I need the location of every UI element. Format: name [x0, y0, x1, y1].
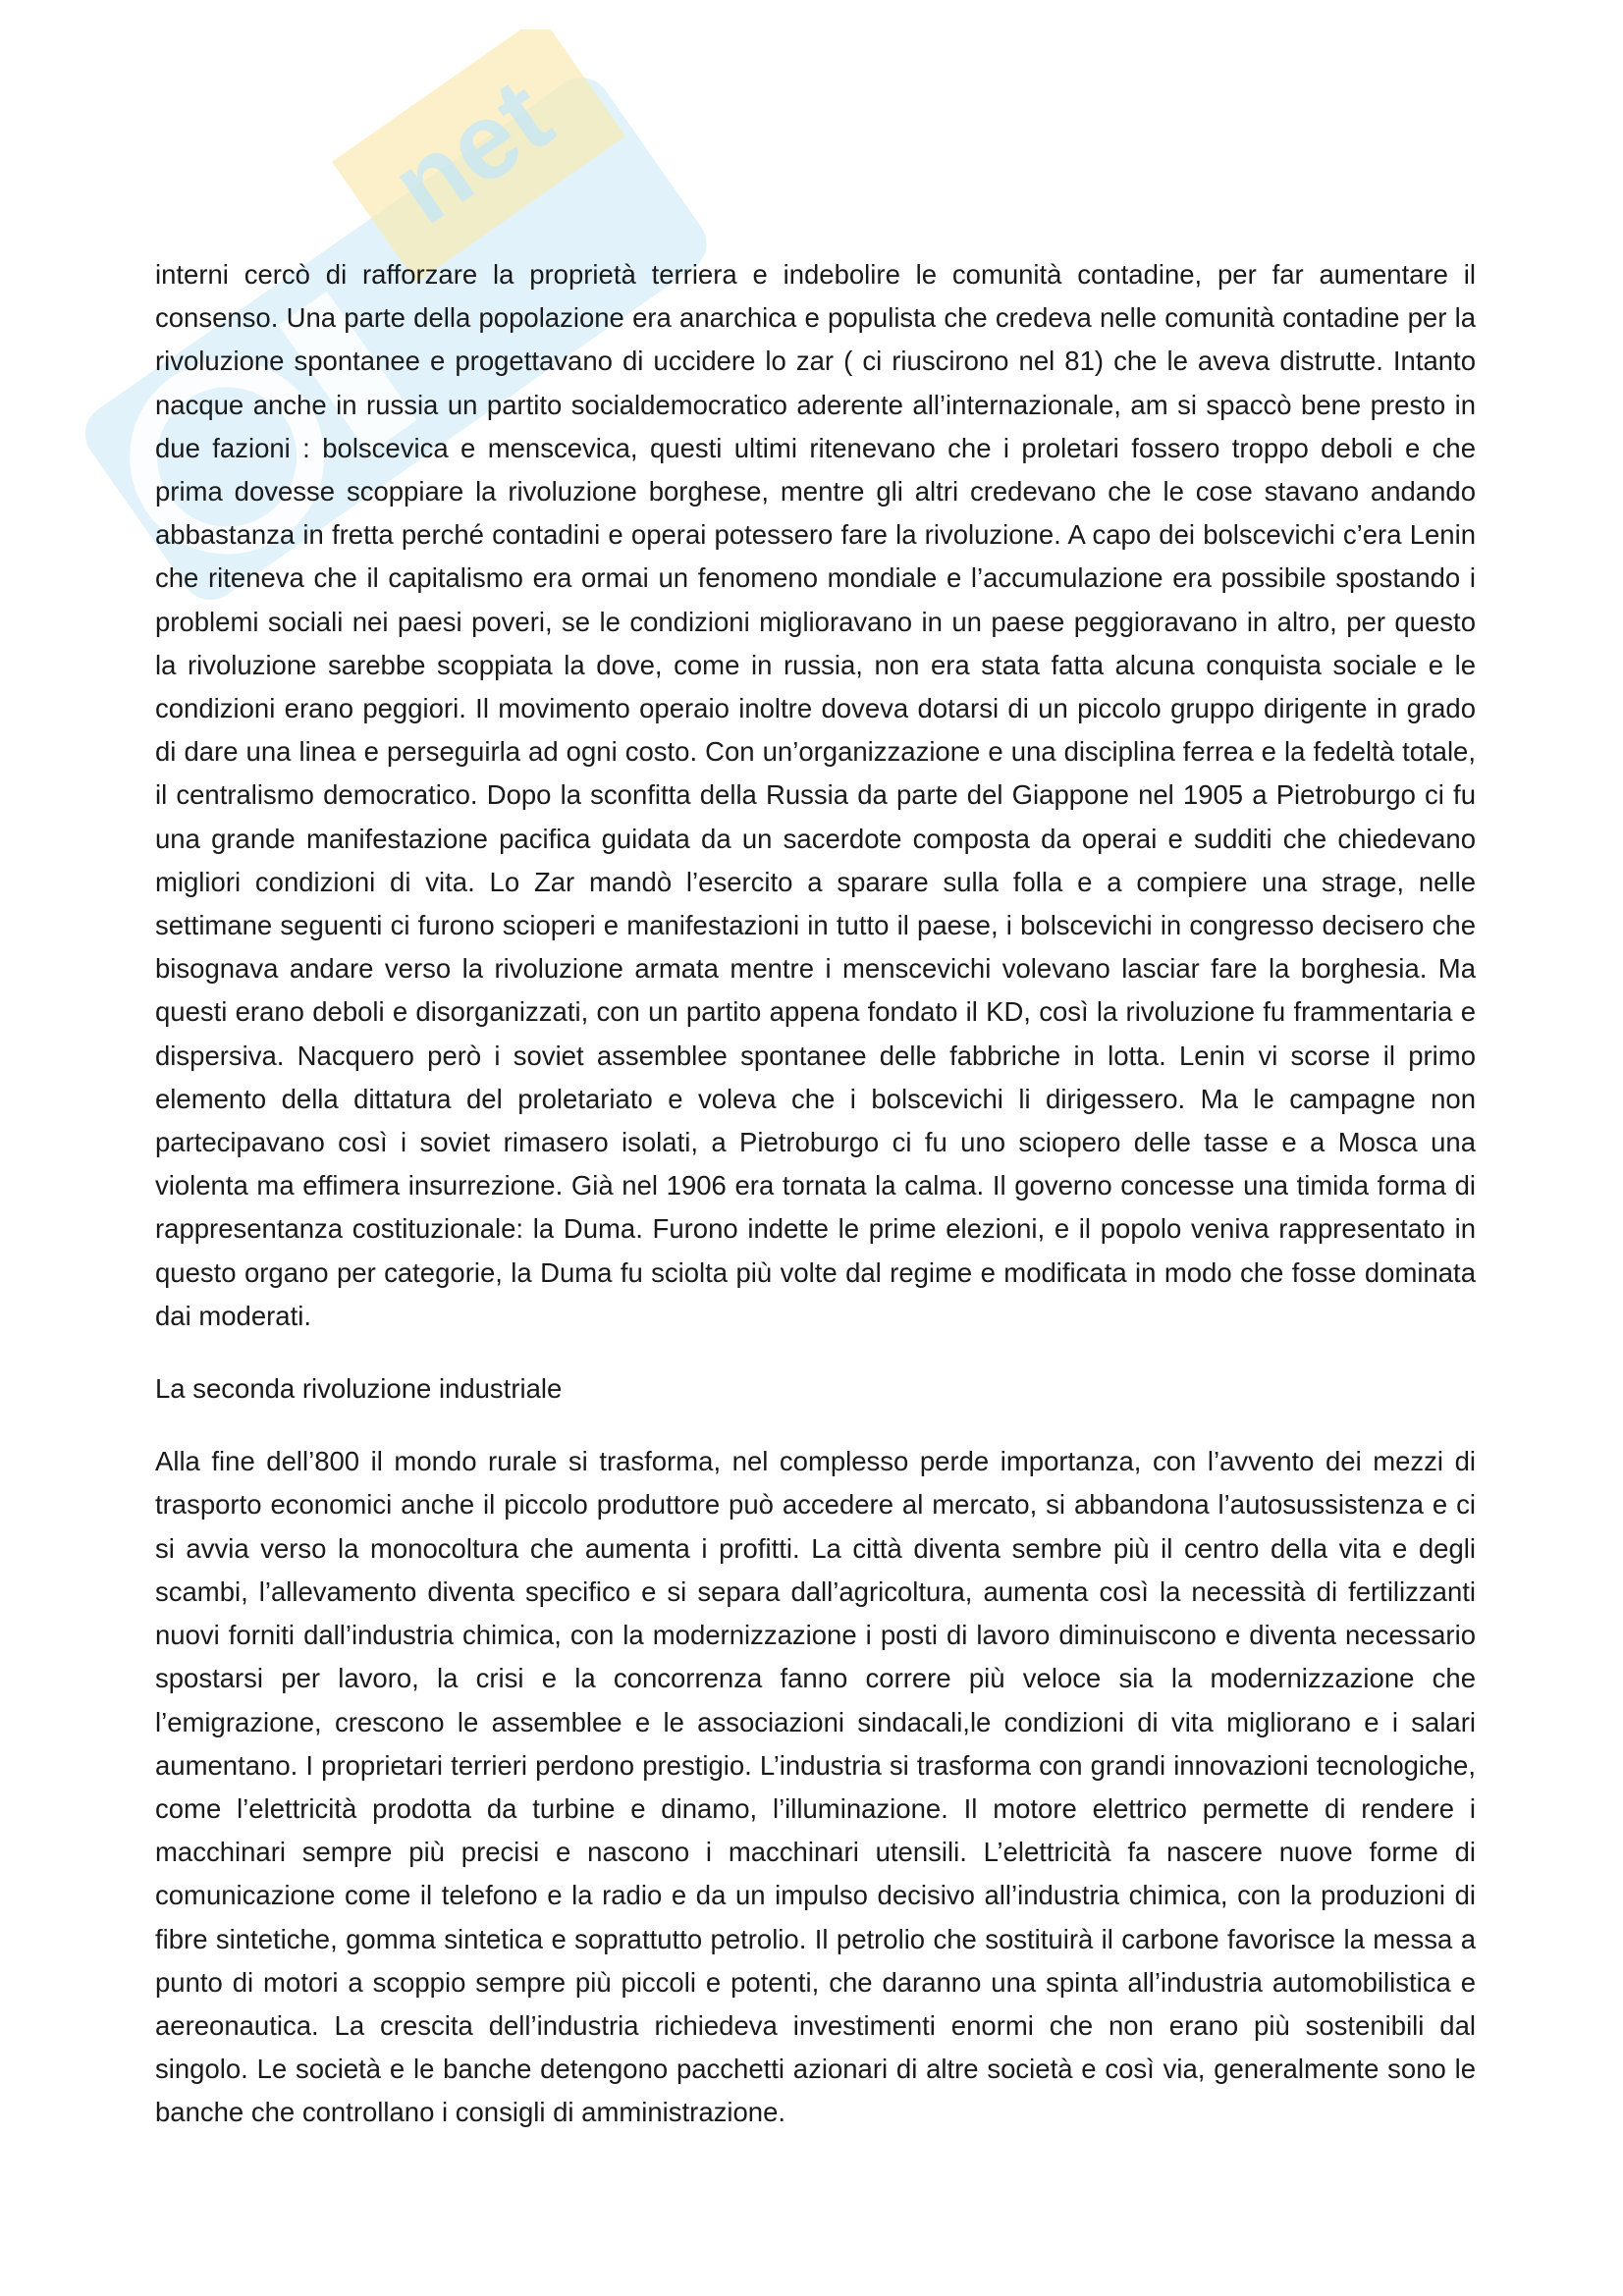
paragraph: Alla fine dell’800 il mondo rurale si trasforma, nel complesso perde importanza, con l’avvento dei mezzi di trasporto economici anche il piccolo produttore può accedere al mercato, si abbandona l’autosussistenza e ci si avvia verso la monocoltura che aumenta i profitti. La città diventa sembre più il centro della vita e degli scambi, l’allevamento diventa specifico e si separa dall’agricoltura, aumenta così la necessità di fertilizzanti nuovi forniti dall’industria chimica, con la modernizzazione i posti di lavoro diminuiscono e diventa necessario spostarsi per lavoro, la crisi e la concorrenza fanno correre più veloce sia la modernizzazione che l’emigrazione, crescono le assemblee e le associazioni sindacali,le condizioni di vita migliorano e i salari aumentano. I proprietari terrieri perdono prestigio. L’industria si trasforma con grandi innovazioni tecnologiche, come l’elettricità prodotta da turbine e dinamo, l’illuminazione. Il motore elettrico permette di rendere i macchinari sempre più precisi e nascono i macchinari utensili. L’elettricità fa nascere nuove forme di comunicazione come il telefono e la radio e da un impulso decisivo all’industria chimica, con la produzioni di fibre sintetiche, gomma sintetica e soprattutto petrolio. Il petrolio che sostituirà il carbone favorisce la messa a punto di motori a scoppio sempre più piccoli e potenti, che daranno una spinta all’industria automobilistica e aereonautica. La crescita dell’industria richiedeva investimenti enormi che non erano più sostenibili dal singolo. Le società e le banche detengono pacchetti azionari di altre società e così via, generalmente sono le banche che controllano i consigli di amministrazione. — [155, 1446, 1476, 2128]
watermark-brand: net — [370, 55, 572, 247]
document-body — [155, 253, 1476, 2164]
paragraph: interni cercò di rafforzare la proprietà terriera e indebolire le comunità contadine, per far aumentare il consenso. Una parte della popolazione era anarchica e populista che credeva nelle comunità contadine per la rivoluzione spontanee e progettavano di uccidere lo zar ( ci riuscirono nel 81) che le aveva distrutte. Intanto nacque anche in russia un partito socialdemocratico aderente all’internazionale, am si spaccò bene presto in due fazioni : bolscevica e menscevica, questi ultimi ritenevano che i proletari fossero troppo deboli e che prima dovesse scoppiare la rivoluzione borghese, mentre gli altri credevano che le cose stavano andando abbastanza in fretta perché contadini e operai potessero fare la rivoluzione. A capo dei bolscevichi c’era Lenin che riteneva che il capitalismo era ormai un fenomeno mondiale e l’accumulazione era possibile spostando i problemi sociali nei paesi poveri, se le condizioni miglioravano in un paese peggioravano in altro, per questo la rivoluzione sarebbe scoppiata la dove, come in russia, non era stata fatta alcuna conquista sociale e le condizioni erano peggiori. Il movimento operaio inoltre doveva dotarsi di un piccolo gruppo dirigente in grado di dare una linea e perseguirla ad ogni costo. Con un’organizzazione e una disciplina ferrea e la fedeltà totale, il centralismo democratico. Dopo la sconfitta della Russia da parte del Giappone nel 1905 a Pietroburgo ci fu una grande manifestazione pacifica guidata da un sacerdote composta da operai e sudditi che chiedevano migliori condizioni di vita. Lo Zar mandò l’esercito a sparare sulla folla e a compiere una strage, nelle settimane seguenti ci furono scioperi e manifestazioni in tutto il paese, i bolscevichi in congresso decisero che bisognava andare verso la rivoluzione armata mentre i menscevichi volevano lasciar fare la borghesia. Ma questi erano deboli e disorganizzati, con un partito appena fondato il KD, così la rivoluzione fu frammentaria e dispersiva. Nacquero però i soviet assemblee spontanee delle fabbriche in lotta. Lenin vi scorse il primo elemento della dittatura del proletariato e voleva che i bolscevichi li dirigessero. Ma le campagne non partecipavano così i soviet rimasero isolati, a Pietroburgo ci fu uno sciopero delle tasse e a Mosca una violenta ma effimera insurrezione. Già nel 1906 era tornata la calma. Il governo concesse una timida forma di rappresentanza costituzionale: la Duma. Furono indette le prime elezioni, e il popolo veniva rappresentato in questo organo per categorie, la Duma fu sciolta più volte dal regime e modificata in modo che fosse dominata dai moderati. — [155, 259, 1476, 1331]
section-heading: La seconda rivoluzione industriale — [155, 1373, 563, 1405]
